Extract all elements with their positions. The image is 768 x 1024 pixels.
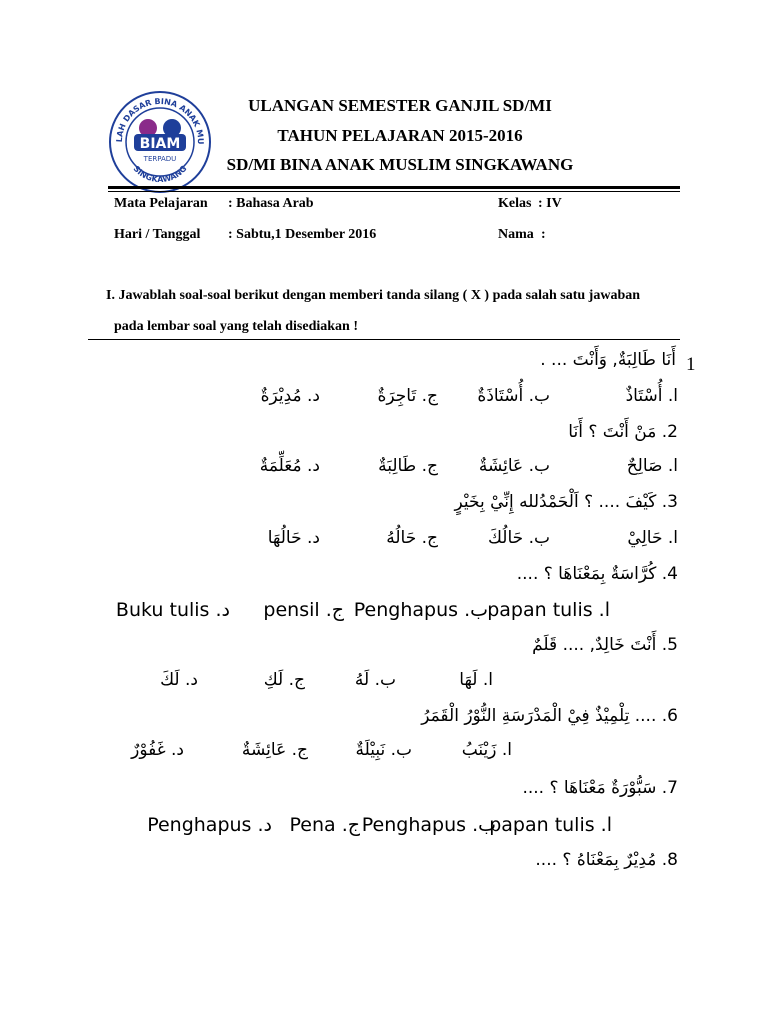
class-value: : IV xyxy=(538,196,562,211)
question-text: أَنَا طَالِبَةٌ, وَأَنْتَ ... . xyxy=(540,350,676,370)
question-text: 4. كُرَّاسَةٌ بِمَعْنَاهَا ؟ .... xyxy=(516,564,678,584)
option-a: ا. زَيْنَبُ xyxy=(461,740,512,760)
date-value: : Sabtu,1 Desember 2016 xyxy=(228,227,377,242)
date-label: Hari / Tanggal xyxy=(114,227,201,242)
option-b: ب. حَالُكَ xyxy=(487,528,550,548)
name-value: : xyxy=(541,227,546,242)
header-rule-thin xyxy=(108,191,680,192)
option-d: د. حَالُهَا xyxy=(267,528,320,548)
option-c: ج. عَائِشَةٌ xyxy=(241,740,308,760)
question-text: 3. كَيْفَ .... ؟ اَلْحَمْدُلله إِنِّيْ بِخَيْرٍ xyxy=(454,492,678,512)
option-d: د. غَفُوْرٌ xyxy=(131,740,184,760)
question-text: 8. مُدِيْرٌ بِمَعْنَاهُ ؟ .... xyxy=(535,850,678,870)
instruction-line-1: I. Jawablah soal-soal berikut dengan memberi tanda silang ( X ) pada salah satu jawaban xyxy=(106,288,641,303)
school-logo xyxy=(108,90,212,194)
option-b: ب. Penghapus xyxy=(361,814,496,836)
option-d: د. Penghapus xyxy=(147,814,272,836)
option-d: د. مُعَلِّمَةٌ xyxy=(259,456,320,476)
question-text: 2. مَنْ أَنْتَ ؟ أَنَا xyxy=(568,422,678,442)
option-c: ج. pensil xyxy=(263,599,344,621)
question-text: 5. أَنْتَ خَالِدٌ, .... قَلَمٌ xyxy=(532,635,678,655)
option-b: ب. أُسْتَاذَةٌ xyxy=(477,386,550,406)
option-b: ب. نَبِيْلَةٌ xyxy=(355,740,412,760)
logo-abbr: BIAM xyxy=(139,136,181,152)
header-rule-thick xyxy=(108,186,680,189)
option-c: ج. حَالُهُ xyxy=(386,528,438,548)
option-d: د. مُدِيْرَةٌ xyxy=(260,386,320,406)
option-a: ا. أُسْتَاذٌ xyxy=(625,386,678,406)
class-label: Kelas xyxy=(498,196,532,211)
subject-label: Mata Pelajaran xyxy=(114,196,208,211)
exam-title: ULANGAN SEMESTER GANJIL SD/MI xyxy=(248,96,552,115)
option-b: ب. Penghapus xyxy=(353,599,488,621)
option-a: ا. papan tulis xyxy=(487,599,610,621)
school-year: TAHUN PELAJARAN 2015-2016 xyxy=(277,126,523,145)
logo-city-text: SINGKAWANG xyxy=(131,164,189,185)
subject-value: : Bahasa Arab xyxy=(228,196,314,211)
option-a: ا. حَالِيْ xyxy=(627,528,678,548)
question-text: 7. سَبُّوْرَةٌ مَعْنَاهَا ؟ .... xyxy=(522,778,678,798)
option-c: ج. طَالِبَةٌ xyxy=(378,456,438,476)
question-number: 1 xyxy=(686,354,696,375)
option-a: ا. لَهَا xyxy=(459,670,493,690)
option-a: ا. papan tulis xyxy=(489,814,612,836)
option-d: د. لَكَ xyxy=(160,670,198,690)
logo-ring-text: LAH DASAR BINA ANAK MU xyxy=(114,96,206,145)
name-label: Nama xyxy=(498,227,534,242)
option-a: ا. صَالِحٌ xyxy=(626,456,678,476)
logo-sub: TERPADU xyxy=(143,155,177,163)
option-b: ب. لَهُ xyxy=(354,670,396,690)
instruction-separator xyxy=(88,339,680,340)
option-c: ج. تَاجِرَةٌ xyxy=(377,386,438,406)
option-d: د. Buku tulis xyxy=(115,599,230,621)
question-text: 6. .... تِلْمِيْذٌ فِيْ الْمَدْرَسَةِ النُّوْرُ الْقَمَرُ xyxy=(421,706,678,726)
option-b: ب. عَائِشَةٌ xyxy=(478,456,550,476)
school-name: SD/MI BINA ANAK MUSLIM SINGKAWANG xyxy=(226,155,574,174)
option-c: ج. لَكِ xyxy=(263,670,305,690)
instruction-line-2: pada lembar soal yang telah disediakan ! xyxy=(114,319,359,334)
option-c: ج. Pena xyxy=(289,814,360,836)
